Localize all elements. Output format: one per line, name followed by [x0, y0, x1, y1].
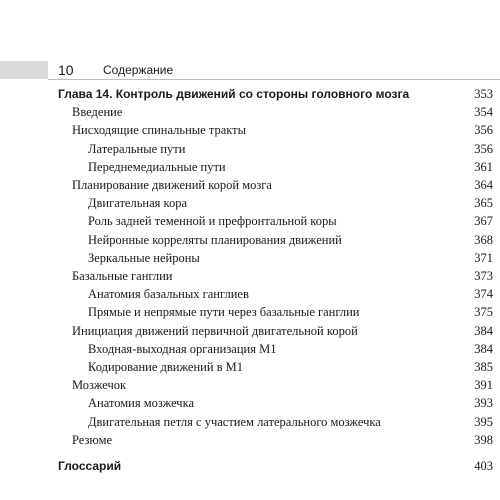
toc-entry-page: 353 — [474, 87, 493, 101]
toc-entry-label: Двигательная петля с участием латерального мозжечка — [88, 414, 381, 429]
toc-entry-label: Инициация движений первичной двигательной корой — [72, 323, 358, 338]
toc-entry-page: 395 — [474, 414, 493, 429]
toc-entry-row — [88, 194, 493, 212]
toc-entry-page: 393 — [474, 396, 493, 411]
toc-entry-page: 374 — [474, 287, 493, 302]
toc-entry-page: 354 — [474, 105, 493, 120]
toc-chapter-row — [58, 85, 493, 103]
toc-entry-row — [72, 376, 493, 394]
toc-entry-row — [88, 249, 493, 267]
toc-entry-page: 361 — [474, 159, 493, 174]
toc-entry-page: 368 — [474, 232, 493, 247]
page-number: 10 — [58, 62, 74, 78]
toc-entry-label: Резюме — [72, 432, 113, 447]
toc-entry-row — [88, 212, 493, 230]
toc-entry-row — [72, 121, 493, 139]
toc-entry-row — [72, 103, 493, 121]
toc-entry-page: 373 — [474, 269, 493, 283]
toc-entry-label: Зеркальные нейроны — [88, 250, 200, 265]
toc-entry-page: 398 — [474, 432, 493, 447]
toc-entry-page: 356 — [474, 123, 493, 138]
toc-entry-page: 385 — [474, 360, 493, 374]
toc-entry-page: 403 — [474, 459, 493, 473]
toc-entry-page: 356 — [474, 141, 493, 156]
toc-entry-row — [88, 158, 493, 176]
toc-entry-label: Входная-выходная организация М1 — [88, 341, 277, 356]
toc-entry-row — [88, 358, 493, 376]
toc-entry-row — [88, 285, 493, 303]
toc-entry-page: 367 — [474, 214, 493, 229]
toc-entry-page: 384 — [474, 341, 493, 356]
toc-entry-row — [72, 322, 493, 340]
toc-entry-row — [88, 231, 493, 249]
header-band — [0, 61, 48, 79]
toc-entry-page: 364 — [474, 178, 493, 192]
header-rule — [48, 79, 500, 80]
toc-entry-row — [88, 413, 493, 431]
toc-entry-label: Переднемедиальные пути — [88, 159, 226, 174]
toc-entry-label: Глоссарий — [58, 459, 122, 473]
toc-entry-row — [88, 303, 493, 321]
toc-entry-label: Роль задней теменной и префронтальной коры — [88, 214, 337, 229]
toc-entry-label: Анатомия базальных ганглиев — [88, 287, 249, 302]
toc-entry-label: Мозжечок — [72, 378, 127, 393]
toc-entry-label: Планирование движений корой мозга — [72, 178, 272, 192]
toc-entry-page: 375 — [474, 305, 493, 320]
toc-entry-label: Базальные ганглии — [72, 269, 173, 283]
toc-entry-page: 371 — [474, 250, 493, 265]
toc-entry-row — [88, 340, 493, 358]
toc-entry-row — [72, 267, 493, 285]
toc-entry-row — [88, 394, 493, 412]
toc-entry-label: Введение — [72, 105, 123, 120]
toc-entry-row — [72, 431, 493, 449]
toc-entry-label: Прямые и непрямые пути через базальные ганглии — [88, 305, 360, 320]
toc-entry-label: Глава 14. Контроль движений со стороны головного мозга — [58, 87, 410, 101]
toc-entry-row — [88, 140, 493, 158]
toc-entry-label: Латеральные пути — [88, 141, 186, 156]
toc-entry-label: Кодирование движений в М1 — [88, 360, 244, 374]
toc-entry-label: Анатомия мозжечка — [88, 396, 195, 411]
toc-entry-page: 384 — [474, 323, 493, 338]
toc-entry-page: 391 — [474, 378, 493, 393]
toc-entry-label: Двигательная кора — [88, 196, 188, 211]
toc-entry-page: 365 — [474, 196, 493, 211]
toc-entry-label: Нейронные корреляты планирования движений — [88, 232, 342, 247]
running-header-title: Содержание — [103, 63, 174, 77]
toc-entry-row — [72, 176, 493, 194]
toc-entry-label: Нисходящие спинальные тракты — [72, 123, 247, 138]
toc-chapter-row — [58, 457, 493, 475]
